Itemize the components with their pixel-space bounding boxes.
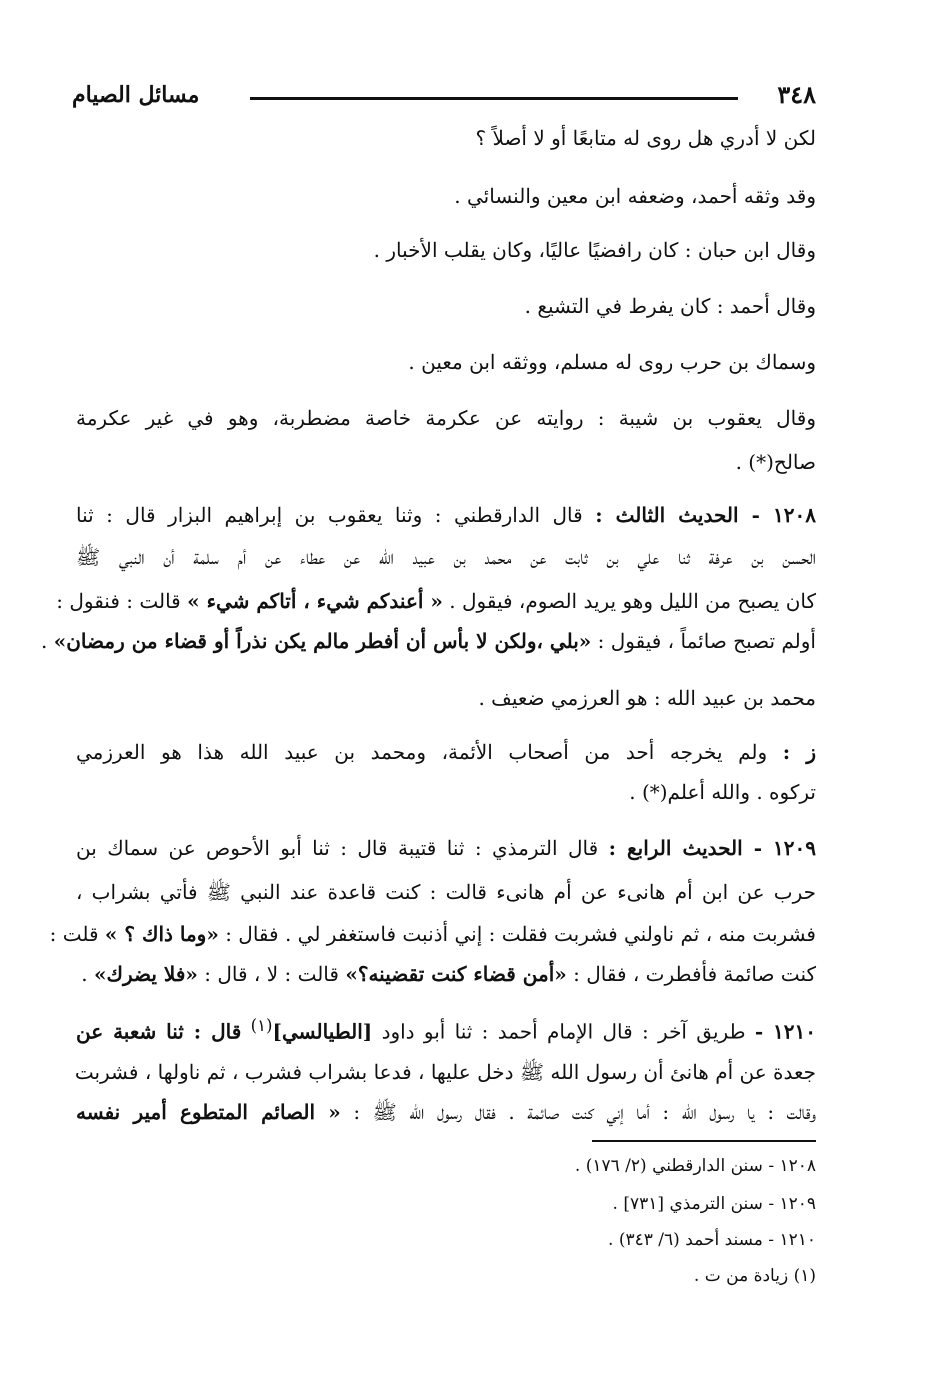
text-line bbox=[81, 962, 816, 986]
text-line: محمد بن عبيد الله : هو العرزمي ضعيف . bbox=[478, 686, 816, 710]
author-marker: ز : bbox=[782, 740, 816, 764]
text-line: لكن لا أدري هل روى له متابعًا أو لا أصلاً ؟ bbox=[475, 126, 816, 150]
punctuation: . bbox=[81, 962, 88, 986]
hadith-number: ١٢١٠ - bbox=[754, 1019, 817, 1044]
hadith-text: قال : ثنا شعبة عن bbox=[76, 1019, 242, 1044]
text-line bbox=[41, 629, 816, 653]
prophetic-quote: «وما ذاك ؟ » bbox=[104, 922, 219, 946]
prophetic-quote: « الصائم المتطوع أمير نفسه bbox=[76, 1100, 341, 1124]
page-header bbox=[72, 80, 816, 116]
narration-text: وقالت : يا رسول الله : أما إني كنت صائمة . فقال رسول الله ﷺ : bbox=[353, 1100, 817, 1124]
text-line: حرب عن ابن أم هانىء عن أم هانىء قالت : كنت قاعدة عند النبي ﷺ فأتي بشراب ، bbox=[76, 880, 817, 904]
text-line: وقد وثقه أحمد، وضعفه ابن معين والنسائي . bbox=[454, 184, 816, 208]
narration-text: أولم تصبح صائماً ، فيقول : bbox=[597, 629, 816, 653]
text-line: وقال ابن حبان : كان رافضيًا عاليًا، وكان يقلب الأخبار . bbox=[373, 238, 816, 262]
narration-text: قالت : لا ، قال : bbox=[204, 962, 339, 986]
narration-text: كان يصبح من الليل وهو يريد الصوم، فيقول . bbox=[449, 589, 816, 613]
text-line: جعدة عن أم هانئ أن رسول الله ﷺ دخل عليها ، فدعا بشراب فشرب ، ثم ناولها ، فشربت bbox=[74, 1060, 816, 1084]
hadith-text: طريق آخر : قال الإمام أحمد : ثنا أبو داود bbox=[381, 1019, 746, 1044]
hadith-1209-line bbox=[76, 836, 816, 860]
page-number: ٣٤٨ bbox=[777, 80, 816, 109]
book-title: مسائل الصيام bbox=[72, 82, 200, 108]
hadith-number: ١٢٠٨ - الحديث الثالث : bbox=[595, 503, 817, 527]
comment-text: ولم يخرجه أحد من أصحاب الأئمة، ومحمد بن عبيد الله هذا هو العرزمي bbox=[76, 740, 768, 764]
prophetic-quote: « أعندكم شيء ، أتاكم شيء » bbox=[187, 589, 443, 613]
text-line: وقال يعقوب بن شيبة : روايته عن عكرمة خاصة مضطربة، وهو في غير عكرمة bbox=[76, 406, 816, 430]
hadith-number: ١٢٠٩ - الحديث الرابع : bbox=[608, 836, 816, 860]
hadith-text: قال الترمذي : ثنا قتيبة قال : ثنا أبو الأحوص عن سماك بن bbox=[76, 836, 599, 860]
footnote: ١٢٠٨ - سنن الدارقطني (٢/ ١٧٦) . bbox=[574, 1156, 816, 1176]
narration-text: كنت صائمة فأفطرت ، فقال : bbox=[573, 962, 816, 986]
narration-text: فشربت منه ، ثم ناولني فشربت فقلت : إني أذنبت فاستغفر لي . فقال : bbox=[225, 922, 816, 946]
narration-text: قالت : فنقول : bbox=[56, 589, 181, 613]
text-line bbox=[76, 1100, 816, 1129]
quote: «أمن قضاء كنت تقضينه؟» bbox=[345, 962, 567, 986]
footnote: ١٢٠٩ - سنن الترمذي [٧٣١] . bbox=[612, 1194, 816, 1214]
text-line bbox=[49, 922, 816, 946]
hadith-1210-line bbox=[76, 1016, 816, 1044]
text-line: تركوه . والله أعلم(*) . bbox=[629, 780, 816, 804]
hadith-text: قال الدارقطني : وثنا يعقوب بن إبراهيم البزار قال : ثنا bbox=[76, 503, 583, 527]
footnote-ref: (١) bbox=[250, 1016, 273, 1035]
text-line: وسماك بن حرب روى له مسلم، ووثقه ابن معين . bbox=[408, 350, 816, 374]
text-line: الحسن بن عرفة ثنا علي بن ثابت عن محمد بن عبيد الله عن عطاء عن أم سلمة أن النبي ﷺ bbox=[76, 545, 816, 569]
narration-text: قلت : bbox=[49, 922, 99, 946]
bracketed-addition: [الطيالسي] bbox=[272, 1019, 373, 1044]
footnote-rule bbox=[592, 1140, 816, 1142]
text-line bbox=[56, 589, 816, 613]
punctuation: . bbox=[41, 629, 48, 653]
header-rule bbox=[250, 97, 738, 100]
prophetic-quote: «بلي ،ولكن لا بأس أن أفطر مالم يكن نذراً أو قضاء من رمضان» bbox=[53, 629, 592, 653]
footnote: ١٢١٠ - مسند أحمد (٦/ ٣٤٣) . bbox=[608, 1230, 816, 1250]
text-line bbox=[76, 740, 816, 764]
footnote: (١) زيادة من ت . bbox=[693, 1266, 816, 1286]
text-line: وقال أحمد : كان يفرط في التشيع . bbox=[524, 294, 816, 318]
prophetic-quote: «فلا يضرك» bbox=[94, 962, 198, 986]
hadith-1208-line bbox=[76, 503, 816, 527]
text-line: صالح(*) . bbox=[735, 450, 816, 474]
